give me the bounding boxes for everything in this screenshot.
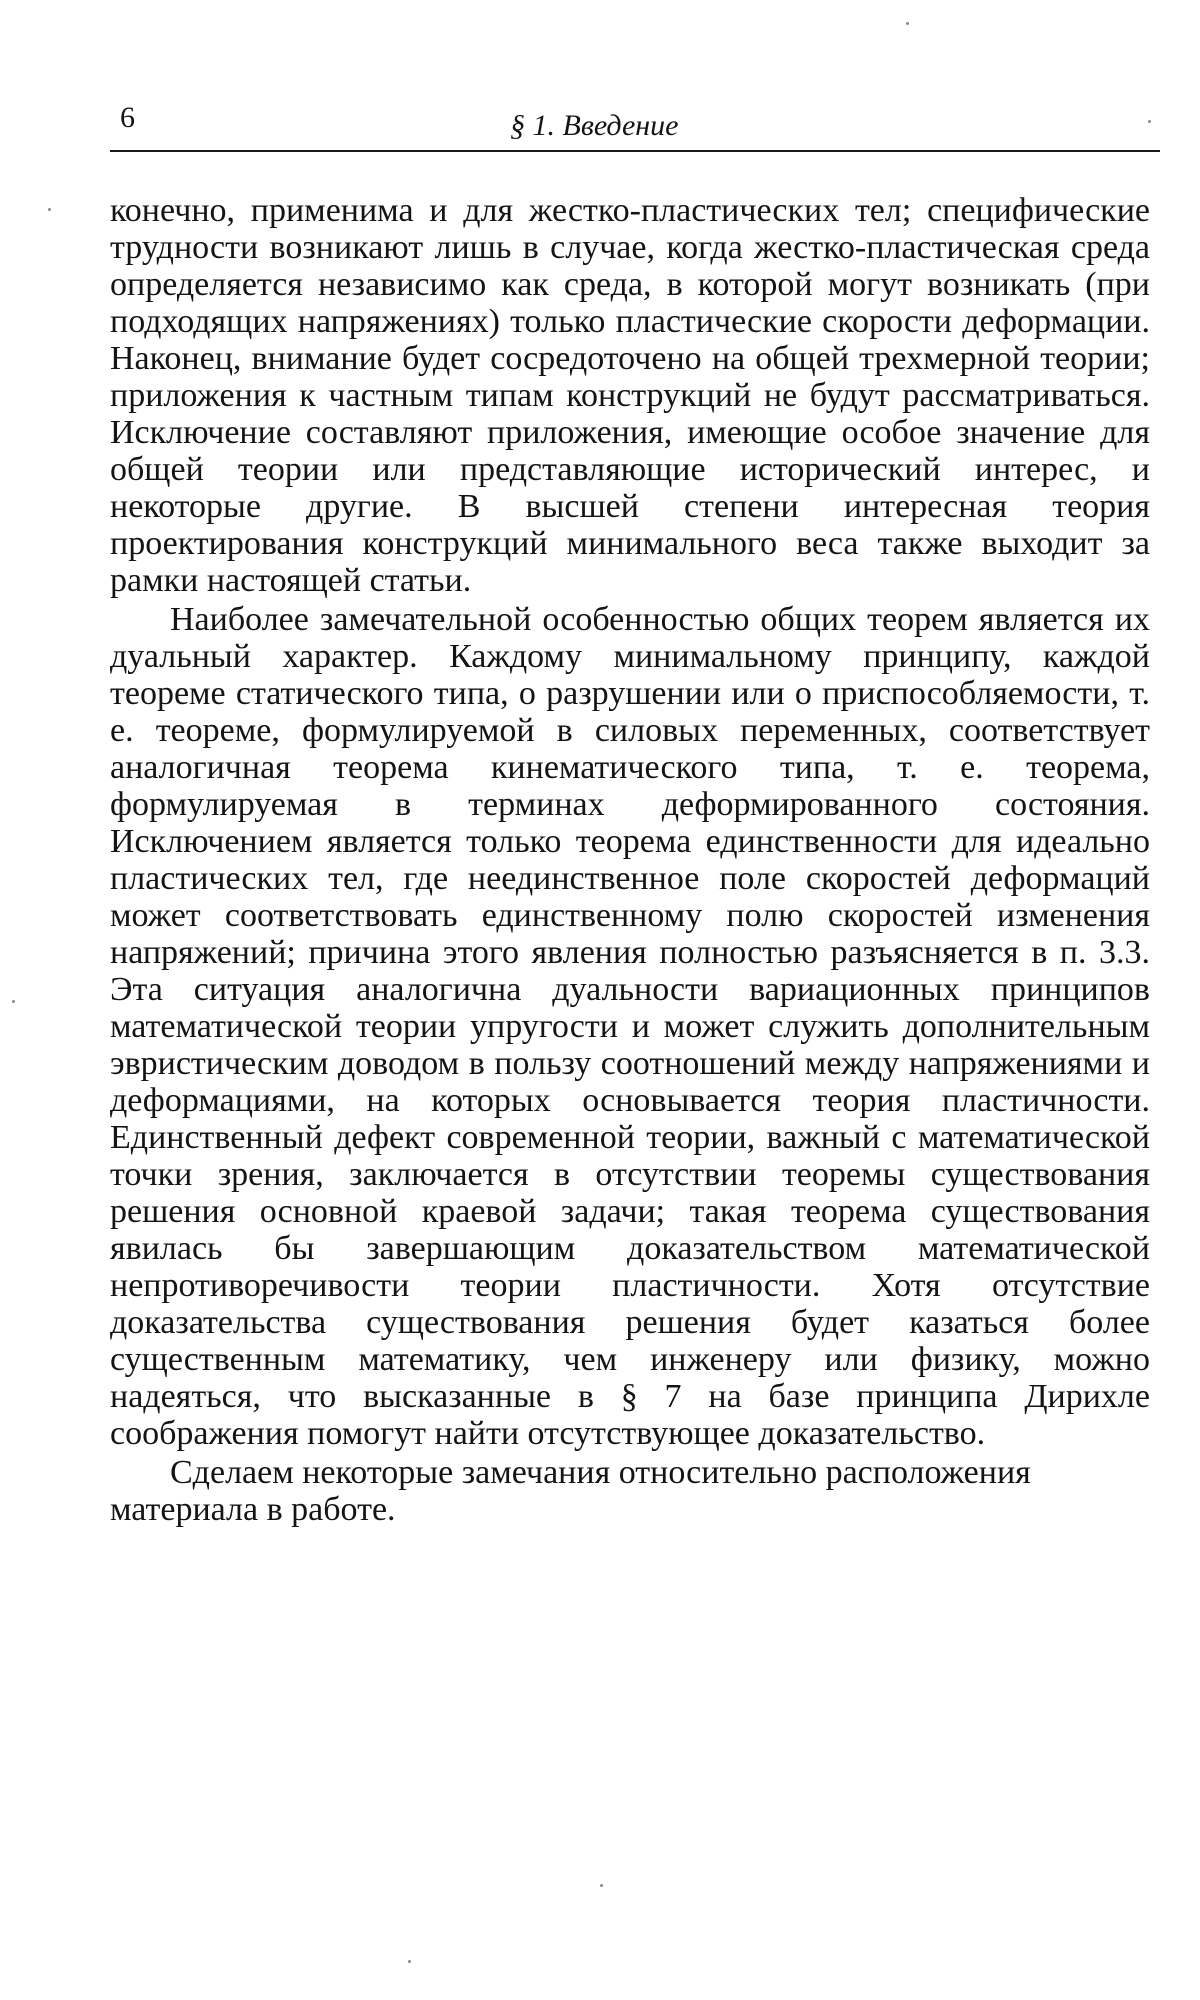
page-number: 6 xyxy=(120,101,135,134)
scan-speck xyxy=(48,208,51,211)
running-head xyxy=(110,98,1160,152)
paragraph-continuation: конечно, применима и для жестко-пластических тел; специфические трудности возникают лишь в случае, когда жестко-пластическая среда определяется независимо как среда, в которой могут возникать (при подходящих напряжениях) только пластические скорости деформации. Наконец, внимание будет сосредоточено на общей трехмерной теории; приложения к частным типам конструкций не будут рассматриваться. Исключение составляют приложения, имеющие особое значение для общей теории или представляющие исторический интерес, и некоторые другие. В высшей степени интересная теория проектирования конструкций минимального веса также выходит за рамки настоящей статьи. xyxy=(110,192,1150,599)
section-title: § 1. Введение xyxy=(510,109,679,142)
paragraph-material-arrangement: Сделаем некоторые замечания относительно расположения материала в работе. xyxy=(110,1454,1031,1528)
scan-speck xyxy=(1148,120,1151,123)
scan-speck xyxy=(600,1884,603,1887)
scan-speck xyxy=(906,22,909,25)
scan-speck xyxy=(12,1000,15,1003)
body-text xyxy=(110,192,1150,1528)
paragraph-dual-character: Наиболее замечательной особенностью общих теорем является их дуальный характер. Каждому минимальному принципу, каждой теореме статического типа, о разрушении или о приспособляемости, т. е. теореме, формулируемой в силовых переменных, соответствует аналогичная теорема кинематического типа, т. е. теорема, формулируемая в терминах деформированного состояния. Исключением является только теорема единственности для идеально пластических тел, где неединственное поле скоростей деформаций может соответствовать единственному полю скоростей изменения напряжений; причина этого явления полностью разъясняется в п. 3.3. Эта ситуация аналогична дуальности вариационных принципов математической теории упругости и может служить дополнительным эвристическим доводом в пользу соотношений между напряжениями и деформациями, на которых основывается теория пластичности. Единственный дефект современной теории, важный с математической точки зрения, заключается в отсутствии теоремы существования решения основной краевой задачи; такая теорема существования явилась бы завершающим доказательством математической непротиворечивости теории пластичности. Хотя отсутствие доказательства существования решения будет казаться более существенным математику, чем инженеру или физику, можно надеяться, что высказанные в § 7 на базе принципа Дирихле соображения помогут найти отсутствующее доказательство. xyxy=(110,601,1150,1452)
scan-speck xyxy=(408,1960,411,1963)
